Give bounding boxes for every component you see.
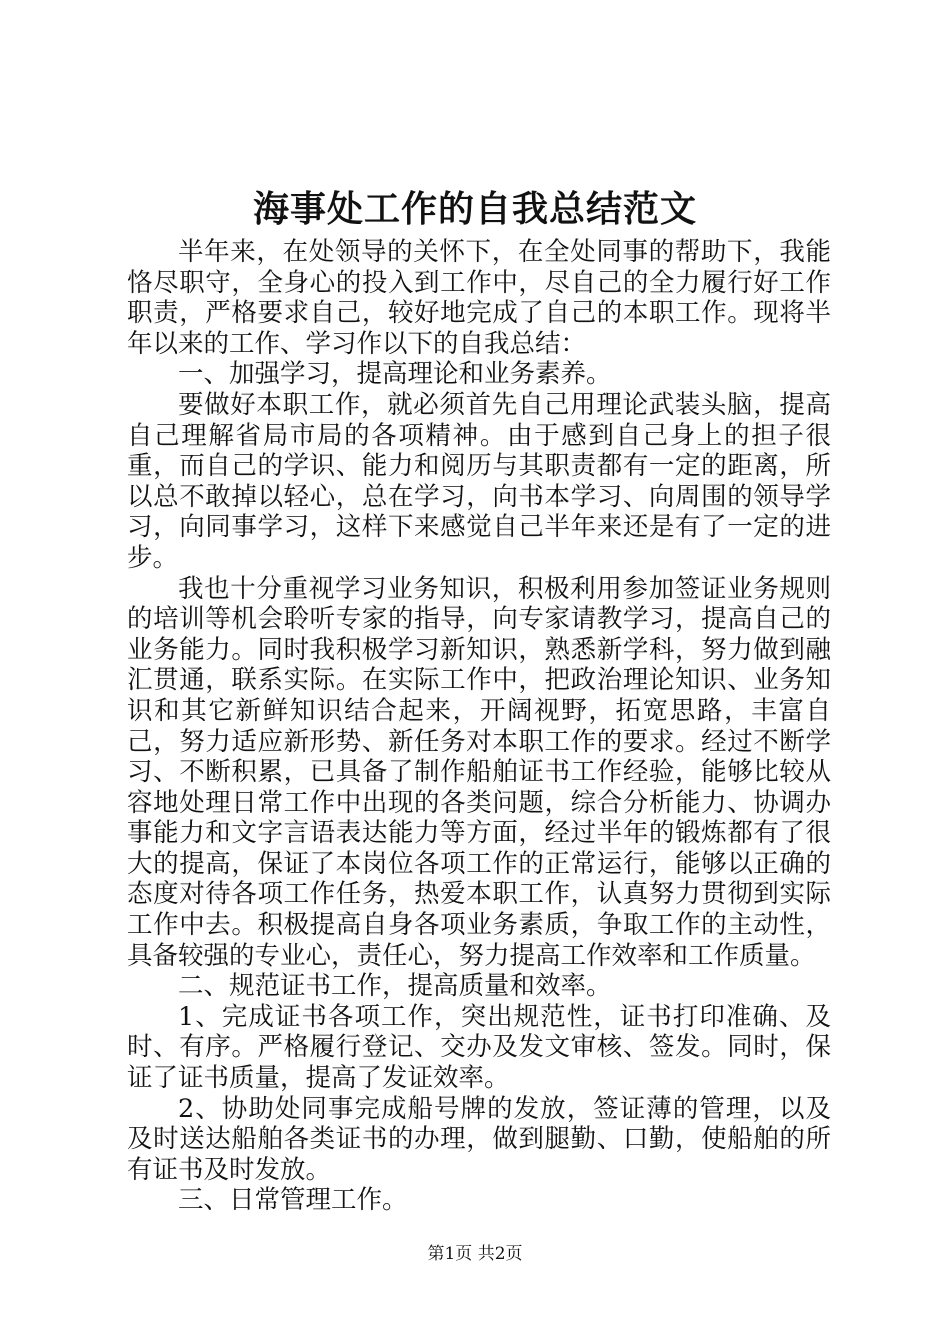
document-title: 海事处工作的自我总结范文	[252, 188, 697, 230]
paragraph-intro: 半年来，在处领导的关怀下，在全处同事的帮助下，我能恪尽职守，全身心的投入到工作中，尽自己的全力履行好工作职责，严格要求自己，较好地完成了自己的本职工作。现将半年以来的工作、学习作以下的自我总结：	[127, 237, 831, 359]
paragraph-study-business: 我也十分重视学习业务知识，积极利用参加签证业务规则的培训等机会聆听专家的指导，向专家请教学习，提高自己的业务能力。同时我积极学习新知识，熟悉新学科，努力做到融汇贯通，联系实际。在实际工作中，把政治理论知识、业务知识和其它新鲜知识结合起来，开阔视野，拓宽思路，丰富自己，努力适应新形势、新任务对本职工作的要求。经过不断学习、不断积累，已具备了制作船舶证书工作经验，能够比较从容地处理日常工作中出现的各类问题，综合分析能力、协调办事能力和文字言语表达能力等方面，经过半年的锻炼都有了很大的提高，保证了本岗位各项工作的正常运行，能够以正确的态度对待各项工作任务，热爱本职工作，认真努力贯彻到实际工作中去。积极提高自身各项业务素质，争取工作的主动性，具备较强的专业心，责任心，努力提高工作效率和工作质量。	[127, 573, 831, 971]
paragraph-certificate-1: 1、完成证书各项工作，突出规范性，证书打印准确、及时、有序。严格履行登记、交办及发文审核、签发。同时，保证了证书质量，提高了发证效率。	[127, 1001, 831, 1094]
section-heading-1: 一、加强学习，提高理论和业务素养。	[178, 359, 612, 390]
paragraph-certificate-2: 2、协助处同事完成船号牌的发放，签证薄的管理，以及及时送达船舶各类证书的办理，做到腿勤、口勤，使船舶的所有证书及时发放。	[127, 1093, 831, 1185]
page-footer: 第1页 共2页	[427, 1244, 523, 1264]
section-heading-2: 二、规范证书工作，提高质量和效率。	[178, 971, 612, 1002]
document-body	[127, 237, 831, 1216]
paragraph-study-theory: 要做好本职工作，就必须首先自己用理论武装头脑，提高自己理解省局市局的各项精神。由于感到自己身上的担子很重，而自己的学识、能力和阅历与其职责都有一定的距离，所以总不敢掉以轻心，总在学习，向书本学习、向周围的领导学习，向同事学习，这样下来感觉自己半年来还是有了一定的进步。	[127, 389, 831, 573]
section-heading-3: 三、日常管理工作。	[178, 1185, 408, 1216]
